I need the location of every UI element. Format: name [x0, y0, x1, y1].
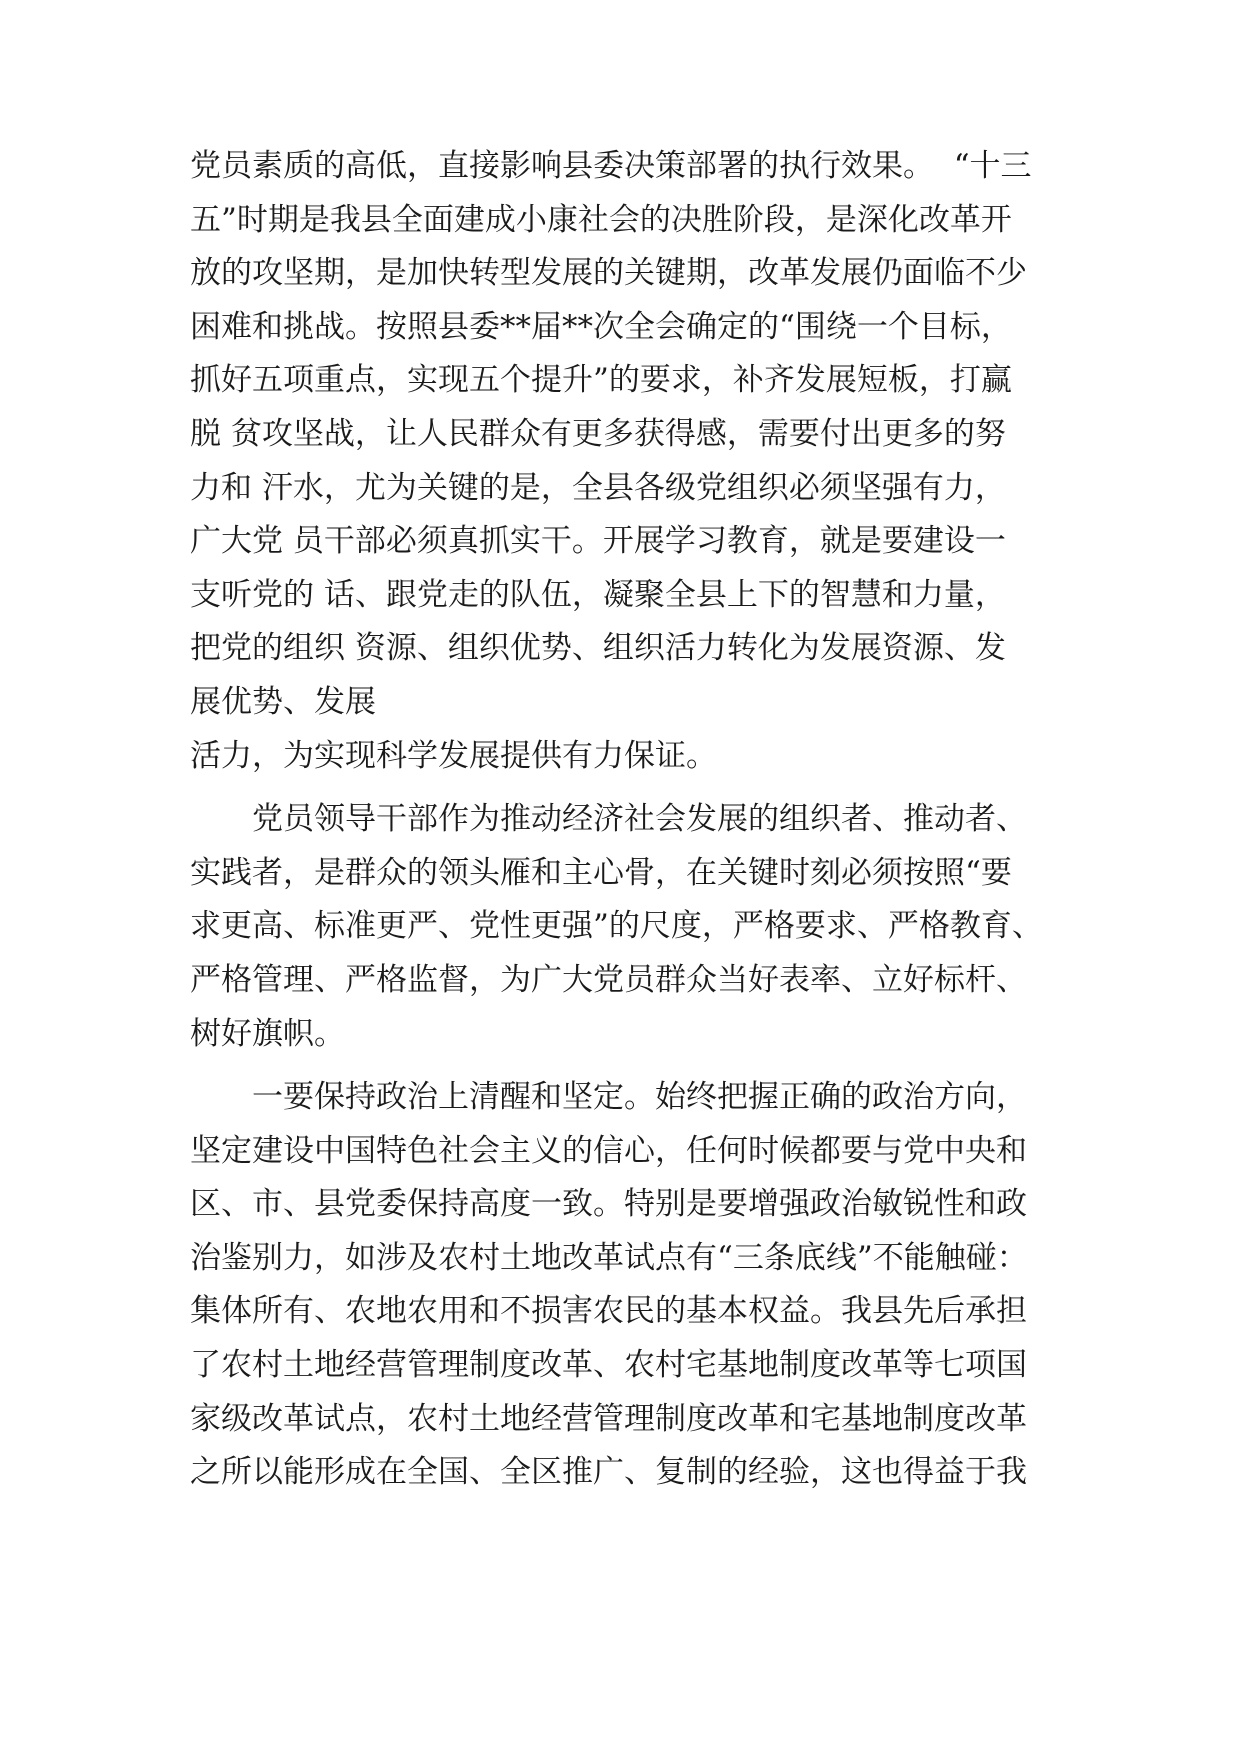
paragraph-3 [190, 1071, 1070, 1500]
paragraph-spacer [190, 783, 1070, 793]
text-line: 树好旗帜。 [190, 1015, 345, 1052]
text-line: 集体所有、农地农用和不损害农民的基本权益。我县先后承担 [190, 1293, 1027, 1330]
text-line: 区、市、县党委保持高度一致。特别是要增强政治敏锐性和政 [190, 1186, 1027, 1223]
text-line: 广大党 员干部必须真抓实干。开展学习教育，就是要建设一 [190, 523, 1006, 560]
text-line: 家级改革试点，农村土地经营管理制度改革和宅基地制度改革 [190, 1400, 1027, 1437]
text-line: 求更高、标准更严、党性更强”的尺度，严格要求、严格教育、 [190, 908, 1043, 945]
text-line: 活力，为实现科学发展提供有力保证。 [190, 737, 717, 774]
text-line: 把党的组织 资源、组织优势、组织活力转化为发展资源、发 [190, 630, 1006, 667]
text-line: 党员素质的高低，直接影响县委决策部署的执行效果。 “十三 [190, 148, 1032, 184]
text-line: 困难和挑战。按照县委**届**次全会确定的“围绕一个目标， [190, 308, 1012, 345]
text-line: 抓好五项重点，实现五个提升”的要求，补齐发展短板，打赢 [190, 362, 1012, 399]
text-line: 脱 贫攻坚战，让人民群众有更多获得感，需要付出更多的努 [190, 415, 1006, 452]
body-text [190, 140, 1070, 1500]
text-line: 放的攻坚期，是加快转型发展的关键期，改革发展仍面临不少 [190, 255, 1027, 292]
text-line: 了农村土地经营管理制度改革、农村宅基地制度改革等七项国 [190, 1347, 1027, 1384]
text-line: 严格管理、严格监督，为广大党员群众当好表率、立好标杆、 [190, 961, 1027, 998]
text-line: 党员领导干部作为推动经济社会发展的组织者、推动者、 [190, 801, 1027, 838]
paragraph-spacer [190, 1061, 1070, 1071]
text-line: 一要保持政治上清醒和坚定。始终把握正确的政治方向， [190, 1079, 1027, 1116]
text-line: 支听党的 话、跟党走的队伍，凝聚全县上下的智慧和力量， [190, 576, 1006, 613]
text-line: 治鉴别力，如涉及农村土地改革试点有“三条底线”不能触碰： [190, 1239, 1028, 1276]
text-line: 五”时期是我县全面建成小康社会的决胜阶段，是深化改革开 [190, 201, 1012, 238]
text-line: 展优势、发展 [190, 683, 376, 720]
text-line: 力和 汗水，尤为关键的是，全县各级党组织必须坚强有力， [190, 469, 1006, 506]
paragraph-2 [190, 793, 1070, 1061]
text-line: 实践者，是群众的领头雁和主心骨，在关键时刻必须按照“要 [190, 854, 1012, 891]
text-line: 坚定建设中国特色社会主义的信心，任何时候都要与党中央和 [190, 1132, 1027, 1169]
text-line: 之所以能形成在全国、全区推广、复制的经验，这也得益于我 [190, 1454, 1027, 1491]
paragraph-1 [190, 140, 1070, 783]
